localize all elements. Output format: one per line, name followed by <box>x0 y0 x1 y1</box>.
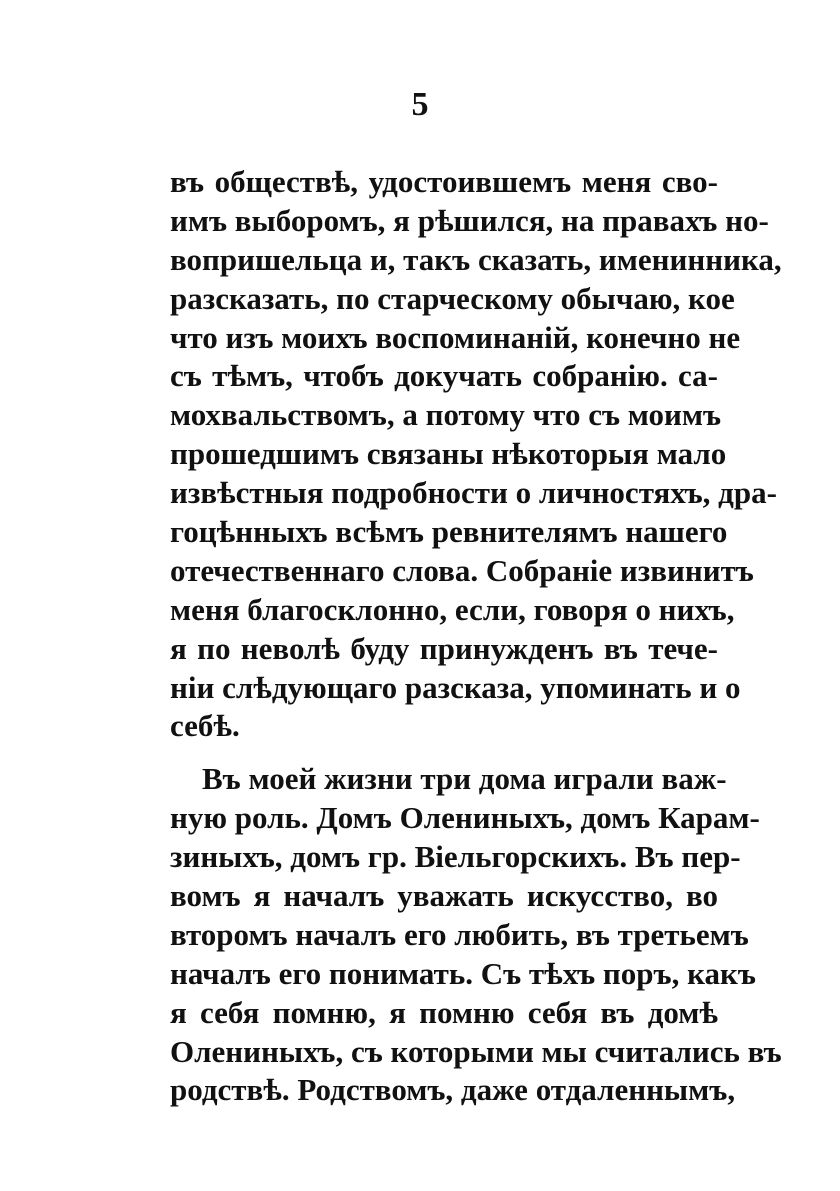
text-line: гоцѣнныхъ всѣмъ ревнителямъ нашего <box>170 514 728 550</box>
page-number: 5 <box>411 86 429 123</box>
paragraph-2 <box>170 760 782 1110</box>
text-line: меня благосклонно, если, говоря о нихъ, <box>170 591 735 627</box>
text-line: мохвальствомъ, а потому что съ моимъ <box>170 397 722 433</box>
text-line: Въ моей жизни три дома играли важ- <box>202 761 727 797</box>
body-text <box>170 163 782 1110</box>
text-line: я себя помню, я помню себя въ домѣ <box>170 994 718 1030</box>
text-line: ную роль. Домъ Олениныхъ, домъ Карам- <box>170 800 760 836</box>
text-line: второмъ началъ его любить, въ третьемъ <box>170 916 749 952</box>
text-line: зиныхъ, домъ гр. Віельгорскихъ. Въ пер- <box>170 839 741 875</box>
text-line: вомъ я началъ уважать искусство, во <box>170 878 718 914</box>
text-line: имъ выборомъ, я рѣшился, на правахъ но- <box>170 202 769 238</box>
text-line: Олениныхъ, съ которыми мы считались въ <box>170 1033 782 1069</box>
text-line: извѣстныя подробности о личностяхъ, дра- <box>170 475 777 511</box>
text-line: родствѣ. Родствомъ, даже отдаленнымъ, <box>170 1072 736 1108</box>
text-line: въ обществѣ, удостоившемъ меня сво- <box>170 164 718 199</box>
text-line: вопришельца и, такъ сказать, именинника, <box>170 241 782 277</box>
text-line: началъ его понимать. Съ тѣхъ поръ, какъ <box>170 955 756 991</box>
text-line: себѣ. <box>170 708 240 744</box>
paragraph-gap <box>170 746 718 760</box>
text-line: прошедшимъ связаны нѣкоторыя мало <box>170 436 727 472</box>
text-line: съ тѣмъ, чтобъ докучать собранію. са- <box>170 358 718 394</box>
text-line: отечественнаго слова. Собраніе извинитъ <box>170 552 754 588</box>
text-line: ніи слѣдующаго разсказа, упоминать и о <box>170 669 741 705</box>
paragraph-1 <box>170 163 782 746</box>
text-line: разсказать, по старческому обычаю, кое <box>170 280 735 316</box>
text-line: что изъ моихъ воспоминаній, конечно не <box>170 319 741 355</box>
text-line: я по неволѣ буду принужденъ въ тече- <box>170 630 718 666</box>
